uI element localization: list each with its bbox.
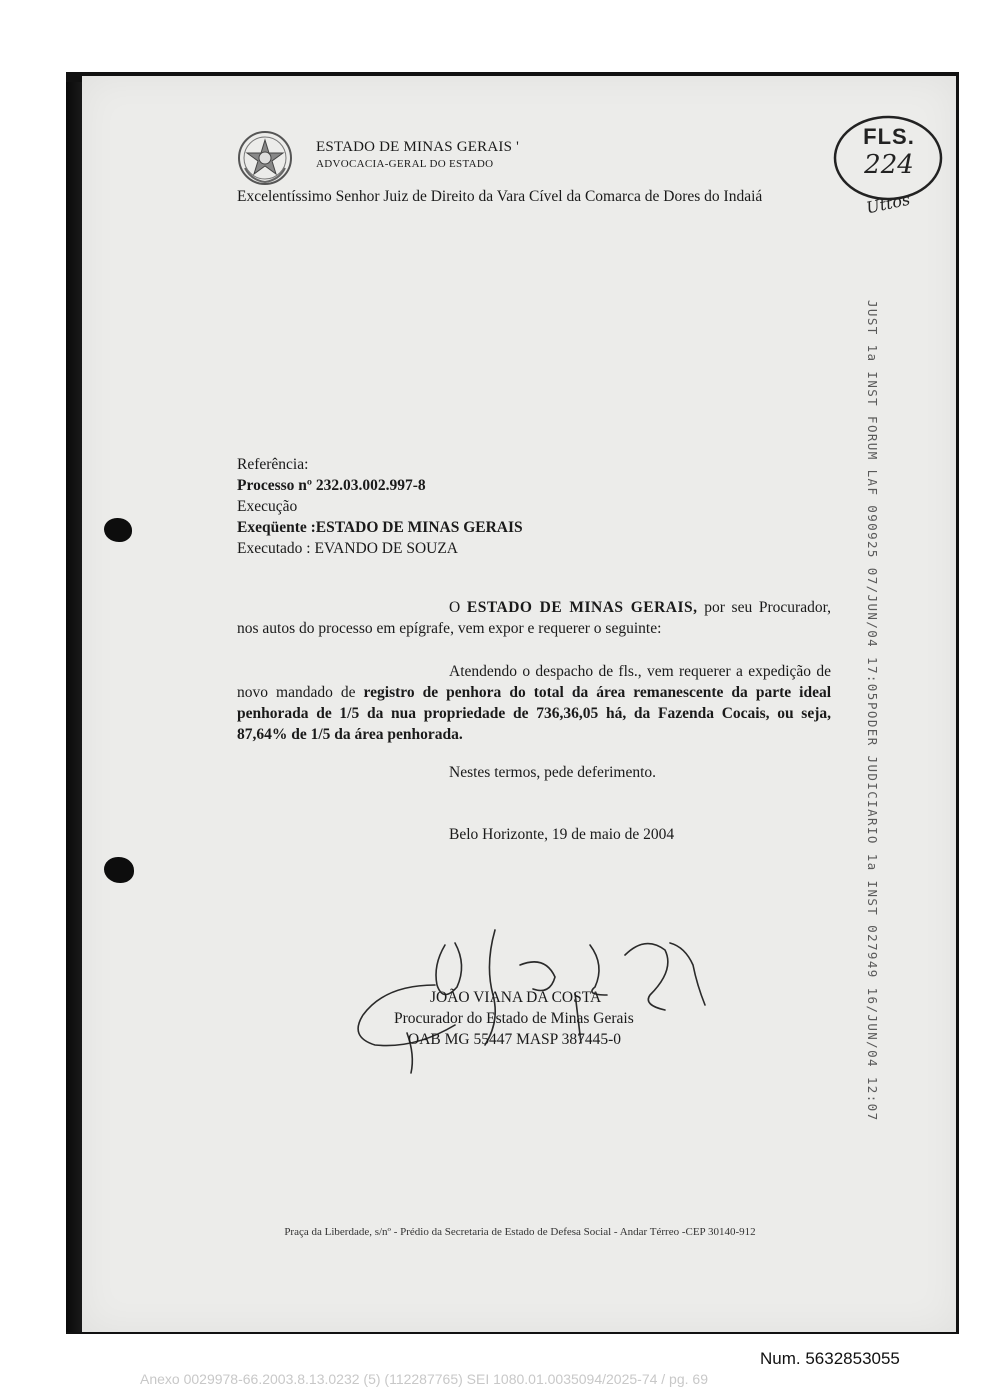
body-paragraph-2: Atendendo o despacho de fls., vem requerer a expedição de novo mandado de registro de penhora do total da área remanescente da parte ideal penhorada de 1/5 da nua propriedade de 736,36,05 há, da Fazenda Cocais, ou seja, 87,64% de 1/5 da área penhorada.: [237, 663, 832, 743]
process-number: Processo nº 232.03.002.997-8: [237, 477, 426, 494]
addressee: Excelentíssimo Senhor Juiz de Direito da Vara Cível da Comarca de Dores do Indaiá: [237, 188, 763, 205]
punch-hole-top: [104, 518, 132, 542]
exequente: Exeqüente :ESTADO DE MINAS GERAIS: [237, 519, 523, 536]
reference-label: Referência:: [237, 456, 309, 473]
executado: Executado : EVANDO DE SOUZA: [237, 540, 458, 557]
header-state-name: ESTADO DE MINAS GERAIS ': [316, 139, 519, 155]
folio-stamp-label: FLS.: [863, 124, 915, 149]
document-number: Num. 5632853055: [760, 1349, 900, 1368]
signer-role: Procurador do Estado de Minas Gerais: [394, 1010, 634, 1027]
body-paragraph-1: O ESTADO DE MINAS GERAIS, por seu Procurador, nos autos do processo em epígrafe, vem expor e requerer o seguinte:: [237, 599, 832, 637]
place-date: Belo Horizonte, 19 de maio de 2004: [449, 826, 675, 843]
folio-stamp-number: 224: [864, 150, 914, 180]
reference-block: [237, 454, 523, 559]
protocol-stamp-forum: JUST 1a INST FORUM LAF 090925 07/JUN/04 17:05: [865, 300, 880, 702]
signer-name: JOÃO VIANA DA COSTA: [430, 989, 602, 1006]
state-crest-icon: [237, 130, 293, 186]
signer-registration: OAB MG 55447 MASP 387445-0: [408, 1031, 622, 1048]
annex-reference: Anexo 0029978-66.2003.8.13.0232 (5) (112287765) SEI 1080.01.0035094/2025-74 / pg. 69: [140, 1371, 708, 1387]
footer-address: Praça da Liberdade, s/nº - Prédio da Secretaria de Estado de Defesa Social - Andar Térreo -CEP 30140-912: [284, 1226, 756, 1238]
punch-hole-bottom: [104, 857, 134, 883]
folio-stamp-initials: Uttos: [864, 189, 912, 218]
protocol-stamp-judiciary: PODER JUDICIARIO 1a INST 027949 16/JUN/04 12:07: [865, 702, 880, 1122]
closing-line: Nestes termos, pede deferimento.: [449, 764, 657, 781]
process-type: Execução: [237, 498, 298, 515]
header-agency-name: ADVOCACIA-GERAL DO ESTADO: [316, 158, 494, 170]
